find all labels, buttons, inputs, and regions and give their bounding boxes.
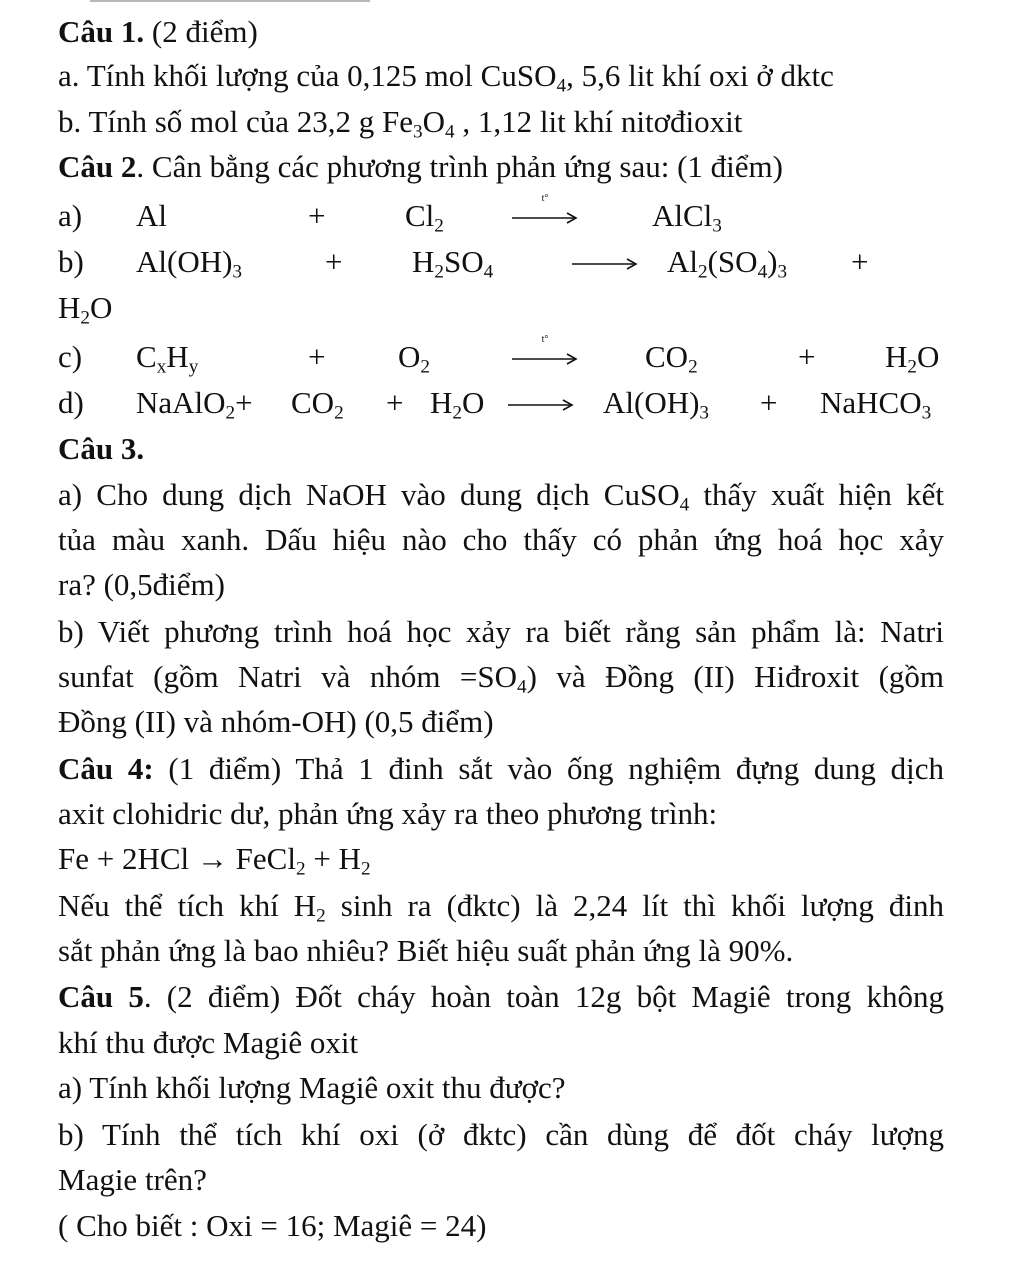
heat-arrow: t°: [510, 196, 580, 236]
question-1-title: Câu 1. (2 điểm): [58, 14, 258, 49]
question-5b-line-2: Magie trên?: [58, 1162, 207, 1197]
heat-arrow: t°: [510, 337, 580, 377]
question-3a-line-2: tủa màu xanh. Dấu hiệu nào cho thấy có phản ứng hoá học xảy: [58, 522, 944, 557]
cropped-top-line: [90, 0, 370, 8]
question-3a-line-3: ra? (0,5điểm): [58, 567, 225, 602]
question-3a-line-1: a) Cho dung dịch NaOH vào dung dịch CuSO$_4$ thấy xuất hiện kết: [58, 477, 944, 516]
equation-c: c) $C_xH_y$ + $O_2$ t° $CO_2$ + $H_2O$: [58, 334, 940, 378]
question-5-line-1: Câu 5. (2 điểm) Đốt cháy hoàn toàn 12g bột Magiê trong không: [58, 979, 944, 1014]
question-3b-line-2: sunfat (gồm Natri và nhóm $=SO_4$) và Đồng (II) Hiđroxit (gồm: [58, 659, 945, 698]
reaction-arrow: [570, 242, 640, 282]
equation-a: a) Al + $Cl_2$ t° AlCl$_3$: [58, 193, 722, 237]
question-4-line-3: Nếu thể tích khí $H_2$ sinh ra (đktc) là 2,24 lít thì khối lượng đinh: [58, 888, 944, 927]
equation-b-continued: $H_2O$: [58, 290, 113, 329]
question-4-equation: Fe + 2HCl → FeCl$_2$ + $H_2$: [58, 841, 371, 880]
question-5-line-2: khí thu được Magiê oxit: [58, 1025, 359, 1060]
question-5a: a) Tính khối lượng Magiê oxit thu được?: [58, 1070, 566, 1105]
question-3b-line-3: Đồng (II) và nhóm-OH) (0,5 điểm): [58, 704, 494, 739]
atomic-mass-note: ( Cho biết : Oxi = 16; Magiê = 24): [58, 1208, 487, 1243]
equation-d: d) NaAlO$_2$+ $CO_2$ + $H_2O$ $Al(OH)_3$ + NaHCO$_3$: [58, 385, 932, 424]
question-1a: a. Tính khối lượng của 0,125 mol CuSO$_4$, 5,6 lit khí oxi ở dktc: [58, 58, 834, 97]
reaction-arrow: [506, 383, 576, 423]
question-5b-line-1: b) Tính thể tích khí oxi (ở đktc) cần dùng để đốt cháy lượng: [58, 1117, 944, 1152]
equation-b: b) $Al(OH)_3$ + $H_2SO_4$ $Al_2(SO_4)_3$ +: [58, 244, 869, 283]
question-3-title: Câu 3.: [58, 431, 145, 466]
question-1b: b. Tính số mol của 23,2 g $Fe_3O_4$ , 1,12 lit khí nitơđioxit: [58, 104, 743, 143]
question-4-line-2: axit clohidric dư, phản ứng xảy ra theo phương trình:: [58, 796, 718, 831]
question-4-line-4: sắt phản ứng là bao nhiêu? Biết hiệu suất phản ứng là 90%.: [58, 933, 794, 968]
question-4-line-1: Câu 4: (1 điểm) Thả 1 đinh sắt vào ống nghiệm đựng dung dịch: [58, 751, 945, 786]
question-3b-line-1: b) Viết phương trình hoá học xảy ra biết rằng sản phẩm là: Natri: [58, 614, 944, 649]
question-2-title: Câu 2. Cân bằng các phương trình phản ứng sau: (1 điểm): [58, 149, 783, 184]
